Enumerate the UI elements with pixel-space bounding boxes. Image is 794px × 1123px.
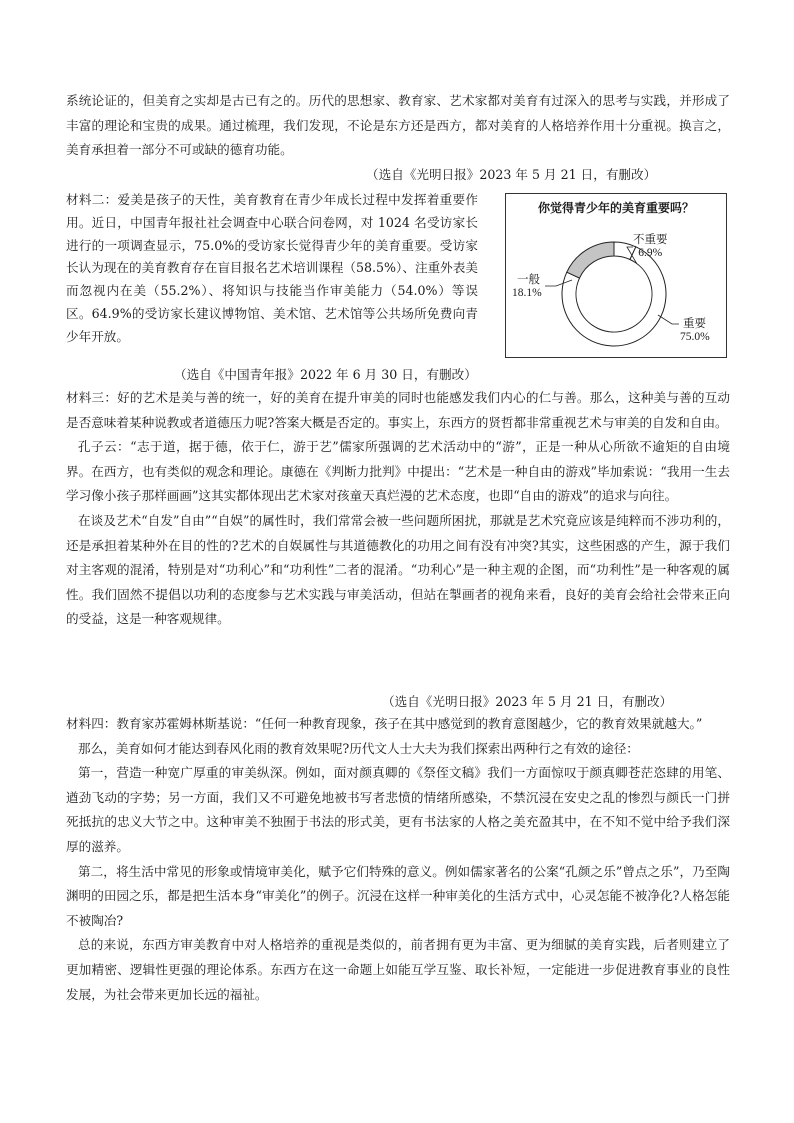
- chart-title: 你觉得青少年的美育重要吗？: [537, 201, 694, 215]
- intro-paragraph: 系统论证的，但美育之实却是古已有之的。历代的思想家、教育家、艺术家都对美育有过深入的思考与实践，并形成了丰富的理论和宝贵的成果。通过梳理，我们发现，不论是东方还是西方，都对美育的人格培养作用十分重视。换言之，美育承担着一部分不可或缺的德育功能。: [66, 93, 730, 158]
- material-three-paragraph-3: 在谈及艺术“自发”自由”“自娱”的属性时，我们常常会被一些问题所困扰，那就是艺术究竟应该是纯粹而不涉功利的，还是承担着某种外在目的性的?艺术的自娱属性与其道德教化的功用之间有没有冲突?其实，这些困惑的产生，源于我们对主客观的混淆，特别是对“功利心”和“功利性”二者的混淆。“功利心”是一种主观的企图，而“功利性”是一种客观的属性。我们固然不提倡以功利的态度参与艺术实践与审美活动，但站在掣画者的视角来看，良好的美育会给社会带来正向的受益，这是一种客观规律。: [66, 512, 730, 627]
- label-important: [680, 318, 710, 344]
- label-important-name: 重要: [683, 318, 706, 330]
- label-average-name: 一般: [517, 274, 540, 286]
- intro-source: （选自《光明日报》2023 年 5 月 21 日，有删改）: [366, 167, 657, 182]
- label-not-important-value: 6.9%: [638, 247, 663, 259]
- survey-donut-chart: [505, 193, 727, 358]
- material-four-section: [66, 712, 730, 1007]
- material-three-section: [66, 386, 730, 632]
- material-four-paragraph-3: 第一，营造一种宽广厚重的审美纵深。例如，面对颜真卿的《祭侄文稿》我们一方面惊叹于颜真卿苍茫恣肆的用笔、遒劲飞动的字势；另一方面，我们又不可避免地被书写者悲愤的情绪所感染，不禁沉浸在安史之乱的惨烈与颜氏一门拼死抵抗的忠义大节之中。这种审美不独囿于书法的形式美，更有书法家的人格之美充盈其中，在不知不觉中给予我们深厚的滋养。: [66, 765, 730, 854]
- material-four-paragraph-1: 材料四：教育家苏霍姆林斯基说：“任何一种教育现象，孩子在其中感觉到的教育意图越少，它的教育效果就越大。”: [66, 716, 703, 731]
- material-four-paragraph-2: 那么，美育如何才能达到春风化雨的教育效果呢?历代文人士大夫为我们探索出两种行之有效的途径：: [78, 740, 639, 756]
- label-not-important-name: 不重要: [633, 234, 668, 246]
- material-three-paragraph-1: 材料三：好的艺术是美与善的统一，好的美育在提升审美的同时也能感发我们内心的仁与善。那么，这种美与善的互动是否意味着某种说教或者道德压力呢?答案大概是否定的。事实上，东西方的贤哲都非常重视艺术与审美的自发和自由。: [66, 390, 730, 430]
- intro-section: [66, 89, 730, 163]
- slice-average: [567, 242, 614, 278]
- label-average: [512, 274, 542, 300]
- material-three-source: （选自《光明日报》2023 年 5 月 21 日，有删改）: [382, 694, 673, 709]
- material-three-paragraph-2: 孔子云：“志于道，据于德，依于仁，游于艺”儒家所强调的艺术活动中的“游”，正是一种从心所欲不逾矩的自由境界。在西方，也有类似的观念和理论。康德在《判断力批判》中提出：“艺术是一种自由的游戏”毕加索说：“我用一生去学习像小孩子那样画画”这其实都体现出艺术家对孩童天真烂漫的艺术态度，也即“自由的游戏”的追求与向往。: [66, 439, 730, 504]
- label-not-important: [633, 234, 668, 260]
- label-average-value: 18.1%: [512, 287, 542, 299]
- material-four-paragraph-4: 第二，将生活中常见的形象或情境审美化，赋予它们特殊的意义。例如儒家著名的公案“孔颜之乐”曾点之乐”，乃至陶渊明的田园之乐，都是把生活本身“审美化”的例子。沉浸在这样一种审美化的生活方式中，心灵怎能不被净化?人格怎能不被陶冶?: [66, 863, 730, 928]
- label-important-value: 75.0%: [680, 331, 710, 343]
- material-two-source: （选自《中国青年报》2022 年 6 月 30 日，有删改）: [174, 367, 477, 382]
- material-two-section: [66, 189, 478, 349]
- material-four-paragraph-5: 总的来说，东西方审美教育中对人格培养的重视是类似的，前者拥有更为丰富、更为细腻的美育实践，后者则建立了更加精密、逻辑性更强的理论体系。东西方在这一命题上如能互学互鉴、取长补短，一定能进一步促进教育事业的良性发展，为社会带来更加长远的福祉。: [66, 937, 730, 1002]
- material-two-paragraph: 材料二：爱美是孩子的天性，美育教育在青少年成长过程中发挥着重要作用。近日，中国青年报社社会调查中心联合问卷网，对 1024 名受访家长进行的一项调查显示，75.0%的受访家长觉得青少年的美育重要。受访家长认为现在的美育教育存在盲目报名艺术培训课程（58.5%）、注重外表美而忽视内在美（55.2%）、将知识与技能当作审美能力（54.0%）等误区。64.9%的受访家长建议博物馆、美术馆、艺术馆等公共场所免费向青少年开放。: [66, 192, 478, 344]
